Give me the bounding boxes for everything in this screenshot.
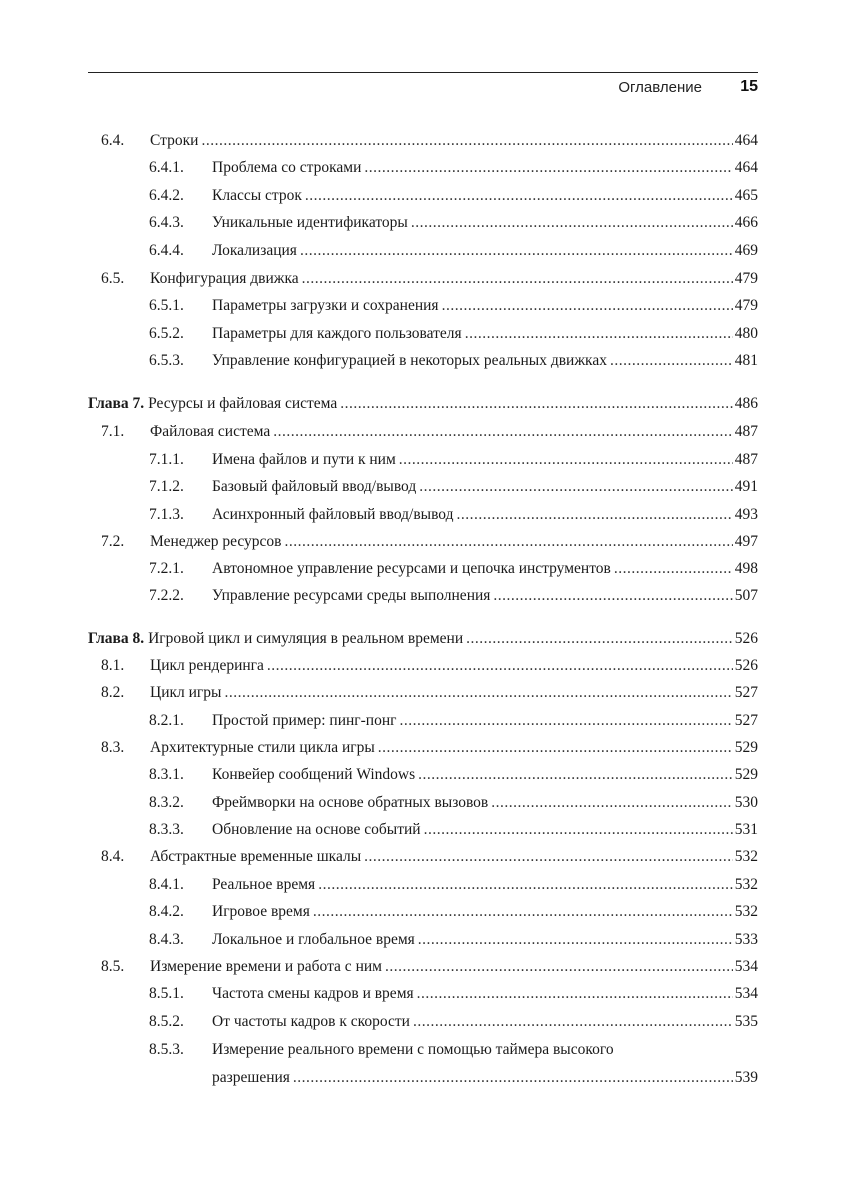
toc-entry-number: 6.4.1. — [149, 159, 184, 176]
toc-entry[interactable] — [0, 393, 849, 415]
dot-leader — [364, 846, 733, 868]
toc-entry-number: 8.5. — [101, 958, 125, 975]
dot-leader — [610, 350, 733, 372]
toc-entry-title: Реальное время — [212, 876, 316, 893]
toc-entry-title: Цикл рендеринга — [150, 657, 264, 674]
toc-entry-page: 486 — [734, 395, 758, 412]
dot-leader — [302, 268, 733, 290]
toc-entry-page: 487 — [734, 423, 758, 440]
toc-entry-number: 8.5.2. — [149, 1013, 184, 1030]
toc-entry-title: Абстрактные временные шкалы — [150, 848, 362, 865]
toc-entry-page: 479 — [734, 270, 758, 287]
toc-entry[interactable] — [0, 449, 849, 471]
toc-entry-number: 7.2. — [101, 533, 125, 550]
toc-entry[interactable] — [0, 323, 849, 345]
toc-entry-title: Фреймворки на основе обратных вызовов — [212, 794, 489, 811]
toc-entry-title: Архитектурные стили цикла игры — [150, 739, 375, 756]
toc-entry-title: Менеджер ресурсов — [150, 533, 282, 550]
toc-entry-title: От частоты кадров к скорости — [212, 1013, 410, 1030]
toc-entry-number: 8.3.1. — [149, 766, 184, 783]
toc-entry-page: 464 — [734, 132, 758, 149]
toc-entry-page: 533 — [734, 931, 758, 948]
toc-entry-number: 8.3.3. — [149, 821, 184, 838]
toc-entry[interactable] — [0, 929, 849, 951]
toc-entry-title: Проблема со строками — [212, 159, 362, 176]
dot-leader — [267, 655, 733, 677]
toc-entry-page: 480 — [734, 325, 758, 342]
toc-entry-title: Измерение времени и работа с ним — [150, 958, 382, 975]
dot-leader — [364, 157, 732, 179]
toc-entry[interactable] — [0, 476, 849, 498]
toc-entry-number: 6.5.3. — [149, 352, 184, 369]
toc-entry-number: 7.1.2. — [149, 478, 184, 495]
header-rule — [88, 72, 758, 73]
toc-entry-number: 6.5.2. — [149, 325, 184, 342]
toc-entry-page: 529 — [734, 766, 758, 783]
toc-entry-page: 481 — [734, 352, 758, 369]
toc-entry[interactable] — [0, 558, 849, 580]
dot-leader — [284, 531, 732, 553]
toc-entry-title: Уникальные идентификаторы — [212, 214, 408, 231]
toc-entry-title: Параметры загрузки и сохранения — [212, 297, 439, 314]
running-header-title: Оглавление — [618, 79, 702, 96]
toc-entry-page: 529 — [734, 739, 758, 756]
toc-entry[interactable] — [0, 185, 849, 207]
toc-entry-title: Параметры для каждого пользователя — [212, 325, 462, 342]
toc-entry-number: 8.3. — [101, 739, 125, 756]
toc-entry-number: 6.5.1. — [149, 297, 184, 314]
toc-entry[interactable] — [0, 240, 849, 262]
dot-leader — [465, 323, 733, 345]
toc-entry-number: 7.2.1. — [149, 560, 184, 577]
toc-entry-page: 469 — [734, 242, 758, 259]
toc-entry-page: 464 — [734, 159, 758, 176]
toc-entry-page: 532 — [734, 903, 758, 920]
toc-entry-page: 539 — [734, 1069, 758, 1086]
toc-entry-title: Базовый файловый ввод/вывод — [212, 478, 417, 495]
toc-entry[interactable] — [0, 628, 849, 650]
toc-entry[interactable] — [0, 504, 849, 526]
toc-entry-page: 498 — [734, 560, 758, 577]
toc-entry-page: 532 — [734, 876, 758, 893]
toc-entry[interactable] — [0, 585, 849, 607]
dot-leader — [411, 212, 733, 234]
toc-entry-page: 487 — [734, 451, 758, 468]
dot-leader — [273, 421, 733, 443]
toc-entry[interactable] — [0, 1011, 849, 1033]
toc-entry[interactable] — [0, 295, 849, 317]
toc-entry-title: Цикл игры — [150, 684, 222, 701]
toc-entry-number: 8.2.1. — [149, 712, 184, 729]
toc-entry[interactable] — [0, 531, 849, 553]
toc-entry-number: 7.1. — [101, 423, 125, 440]
toc-entry-page: 466 — [734, 214, 758, 231]
toc-entry-title: Управление ресурсами среды выполнения — [212, 587, 491, 604]
toc-entry-number: 6.4. — [101, 132, 125, 149]
dot-leader — [378, 737, 733, 759]
dot-leader — [400, 710, 733, 732]
toc-entry[interactable] — [0, 268, 849, 290]
toc-entry-title: Имена файлов и пути к ним — [212, 451, 396, 468]
dot-leader — [424, 819, 733, 841]
chapter-number: Глава 7. — [88, 395, 145, 412]
page-number: 15 — [740, 78, 758, 95]
toc-entry-title: Конвейер сообщений Windows — [212, 766, 416, 783]
dot-leader — [466, 628, 733, 650]
toc-entry-page: 531 — [734, 821, 758, 838]
toc-entry[interactable] — [0, 157, 849, 179]
toc-entry[interactable] — [0, 421, 849, 443]
toc-entry-title: Простой пример: пинг-понг — [212, 712, 397, 729]
toc-entry-page: 493 — [734, 506, 758, 523]
toc-entry-title: Асинхронный файловый ввод/вывод — [212, 506, 454, 523]
toc-entry[interactable] — [0, 901, 849, 923]
toc-entry-title: Частота смены кадров и время — [212, 985, 414, 1002]
toc-entry-number: 6.5. — [101, 270, 125, 287]
dot-leader — [313, 901, 733, 923]
dot-leader — [614, 558, 733, 580]
dot-leader — [419, 476, 733, 498]
toc-entry-number: 8.4.3. — [149, 931, 184, 948]
toc-entry-title: Обновление на основе событий — [212, 821, 421, 838]
toc-entry-title-continued: разрешения — [212, 1069, 290, 1086]
dot-leader — [417, 983, 733, 1005]
dot-leader — [413, 1011, 733, 1033]
toc-entry[interactable] — [0, 212, 849, 234]
chapter-number: Глава 8. — [88, 630, 145, 647]
dot-leader — [418, 764, 733, 786]
toc-entry-title: Локальное и глобальное время — [212, 931, 415, 948]
toc-entry-page: 527 — [734, 684, 758, 701]
toc-entry-number: 8.1. — [101, 657, 125, 674]
toc-entry-title: Игровое время — [212, 903, 310, 920]
toc-entry[interactable] — [0, 819, 849, 841]
toc-entry[interactable] — [0, 792, 849, 814]
toc-entry-page: 526 — [734, 630, 758, 647]
toc-entry[interactable] — [0, 983, 849, 1005]
toc-entry-page: 532 — [734, 848, 758, 865]
toc-entry-page: 497 — [734, 533, 758, 550]
toc-entry[interactable] — [0, 846, 849, 868]
dot-leader — [293, 1067, 733, 1089]
dot-leader — [491, 792, 732, 814]
dot-leader — [300, 240, 733, 262]
dot-leader — [418, 929, 733, 951]
dot-leader — [456, 504, 732, 526]
toc-entry-number: 7.2.2. — [149, 587, 184, 604]
toc-entry-page: 526 — [734, 657, 758, 674]
toc-entry[interactable] — [0, 130, 849, 152]
toc-entry-page: 530 — [734, 794, 758, 811]
toc-entry-title: Файловая система — [150, 423, 271, 440]
toc-entry[interactable] — [0, 655, 849, 677]
dot-leader — [340, 393, 733, 415]
toc-entry-title: Классы строк — [212, 187, 302, 204]
dot-leader — [493, 585, 732, 607]
toc-entry-number: 8.3.2. — [149, 794, 184, 811]
toc-entry-page: 479 — [734, 297, 758, 314]
toc-entry-page: 527 — [734, 712, 758, 729]
dot-leader — [224, 682, 732, 704]
dot-leader — [442, 295, 733, 317]
toc-entry[interactable] — [0, 737, 849, 759]
toc-entry[interactable] — [0, 1039, 849, 1089]
toc-entry-page: 534 — [734, 985, 758, 1002]
toc-entry-number: 8.4.2. — [149, 903, 184, 920]
toc-entry-number: 8.4. — [101, 848, 125, 865]
toc-entry-title: Игровой цикл и симуляция в реальном времени — [148, 630, 464, 647]
toc-entry-number: 8.5.1. — [149, 985, 184, 1002]
dot-leader — [201, 130, 732, 152]
toc-entry-title: Строки — [150, 132, 199, 149]
toc-entry-page: 507 — [734, 587, 758, 604]
dot-leader — [399, 449, 733, 471]
toc-entry-number: 8.2. — [101, 684, 125, 701]
toc-entry[interactable] — [0, 956, 849, 978]
toc-entry-title: Измерение реального времени с помощью таймера высокого — [212, 1041, 614, 1058]
toc-entry-page: 491 — [734, 478, 758, 495]
toc-entry-page: 535 — [734, 1013, 758, 1030]
toc-entry-page: 534 — [734, 958, 758, 975]
toc-entry-number: 8.4.1. — [149, 876, 184, 893]
dot-leader — [385, 956, 733, 978]
toc-entry-number: 8.5.3. — [149, 1041, 184, 1058]
toc-entry-number: 7.1.3. — [149, 506, 184, 523]
toc-entry-title: Локализация — [212, 242, 297, 259]
toc-entry-number: 7.1.1. — [149, 451, 184, 468]
dot-leader — [318, 874, 733, 896]
toc-entry[interactable] — [0, 350, 849, 372]
toc-entry-number: 6.4.2. — [149, 187, 184, 204]
toc-entry-number: 6.4.4. — [149, 242, 184, 259]
toc-entry-title: Автономное управление ресурсами и цепочка инструментов — [212, 560, 611, 577]
toc-entry[interactable] — [0, 874, 849, 896]
toc-entry[interactable] — [0, 764, 849, 786]
toc-entry[interactable] — [0, 710, 849, 732]
toc-entry-number: 6.4.3. — [149, 214, 184, 231]
toc-entry-title: Конфигурация движка — [150, 270, 299, 287]
dot-leader — [305, 185, 733, 207]
toc-entry-title: Управление конфигурацией в некоторых реальных движках — [212, 352, 607, 369]
toc-entry-title: Ресурсы и файловая система — [148, 395, 338, 412]
toc-entry[interactable] — [0, 682, 849, 704]
toc-entry-page: 465 — [734, 187, 758, 204]
